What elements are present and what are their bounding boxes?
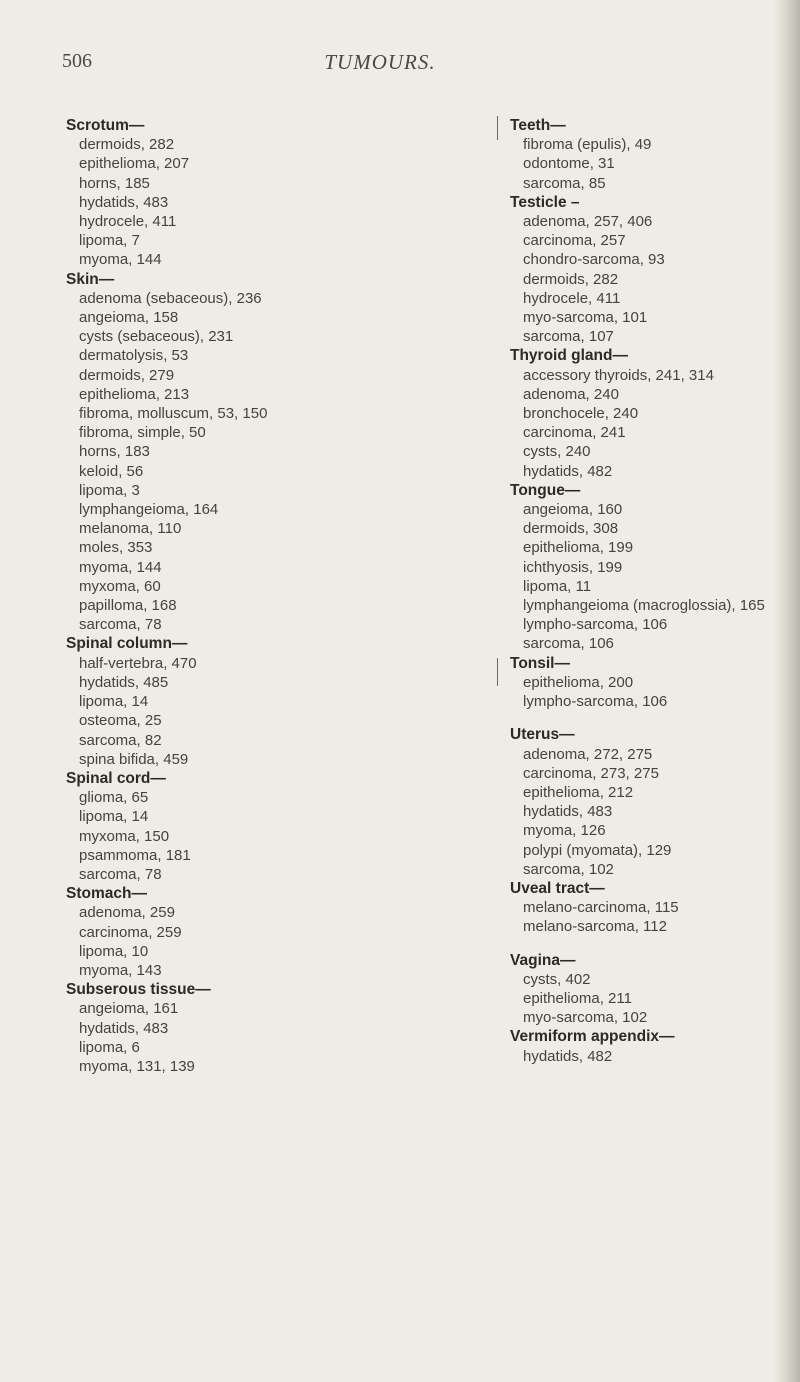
index-entry: melanoma, 110: [79, 520, 182, 538]
index-entry: chondro-sarcoma, 93: [523, 251, 665, 269]
index-entry: horns, 183: [79, 443, 150, 461]
index-entry: myxoma, 60: [79, 577, 161, 595]
section-spacer: [510, 711, 780, 725]
index-entry: angeioma, 158: [79, 309, 179, 327]
section-heading: Spinal cord—: [66, 769, 166, 787]
index-entry: melano-carcinoma, 115: [523, 899, 679, 917]
index-entry: epithelioma, 212: [523, 783, 634, 801]
index-section-vermiform-appendix: [510, 1027, 780, 1065]
section-heading: Skin—: [66, 270, 115, 288]
index-entry: sarcoma, 78: [79, 865, 162, 883]
index-section-tonsil: [510, 654, 780, 712]
index-entry: sarcoma, 102: [523, 860, 614, 878]
index-entry: half-vertebra, 470: [79, 654, 197, 672]
index-entry: hydatids, 483: [79, 193, 169, 211]
section-heading: Tongue—: [510, 481, 581, 499]
index-entry: dermatolysis, 53: [79, 347, 189, 365]
index-entry: dermoids, 279: [79, 366, 175, 384]
section-heading: Scrotum—: [66, 117, 145, 134]
index-section-vagina: [510, 951, 780, 1028]
index-entry: carcinoma, 241: [523, 424, 626, 442]
index-entry: myoma, 126: [523, 822, 606, 840]
section-heading: Uterus—: [510, 726, 575, 744]
index-entry: epithelioma, 200: [523, 673, 634, 691]
index-entry: epithelioma, 213: [79, 385, 190, 403]
index-entry: sarcoma, 85: [523, 174, 606, 192]
index-entry: epithelioma, 211: [523, 989, 632, 1007]
index-entry: hydatids, 485: [79, 673, 169, 691]
index-section-scrotum: [66, 116, 446, 270]
index-entry: sarcoma, 107: [523, 328, 614, 346]
column-rule-top: [497, 116, 498, 140]
section-heading: Uveal tract—: [510, 879, 605, 897]
index-entry: ichthyosis, 199: [523, 558, 623, 576]
index-entry: fibroma (epulis), 49: [523, 136, 652, 154]
section-heading: Tonsil—: [510, 654, 570, 672]
index-entry: lympho-sarcoma, 106: [523, 693, 668, 711]
index-entry: accessory thyroids, 241, 314: [523, 366, 714, 384]
section-heading: Teeth—: [510, 117, 566, 134]
section-heading: Subserous tissue—: [66, 981, 211, 999]
section-heading: Spinal column—: [66, 635, 188, 653]
index-section-spinal-cord: [66, 769, 446, 884]
index-column-left: [66, 116, 446, 1076]
index-entry: moles, 353: [79, 539, 153, 557]
index-entry: sarcoma, 78: [79, 616, 162, 634]
index-entry: myoma, 144: [79, 251, 162, 269]
index-entry: myxoma, 150: [79, 827, 170, 845]
index-section-spinal-column: [66, 634, 446, 768]
index-entry: lipoma, 14: [79, 808, 149, 826]
index-entry: hydatids, 482: [523, 462, 613, 480]
index-column-right: [510, 116, 780, 1066]
index-entry: dermoids, 282: [79, 136, 175, 154]
index-section-stomach: [66, 884, 446, 980]
page-number: 506: [62, 50, 92, 72]
running-head: TUMOURS.: [324, 50, 436, 74]
index-entry: hydatids, 483: [79, 1019, 169, 1037]
index-entry: adenoma, 240: [523, 385, 619, 403]
index-entry: angeioma, 161: [79, 1000, 179, 1018]
index-entry: angeioma, 160: [523, 501, 623, 519]
index-entry: lymphangeioma (macroglossia), 165: [523, 597, 765, 615]
section-heading: Stomach—: [66, 885, 147, 903]
index-entry: myoma, 143: [79, 961, 162, 979]
column-rule-bottom: [497, 658, 498, 686]
index-entry: polypi (myomata), 129: [523, 841, 672, 859]
index-entry: myoma, 144: [79, 558, 162, 576]
index-entry: fibroma, simple, 50: [79, 424, 206, 442]
index-section-thyroid-gland: [510, 346, 780, 480]
section-heading: Vermiform appendix—: [510, 1028, 675, 1046]
index-entry: lipoma, 14: [79, 693, 149, 711]
index-entry: dermoids, 282: [523, 270, 619, 288]
index-entry: keloid, 56: [79, 462, 144, 480]
index-entry: epithelioma, 199: [523, 539, 634, 557]
index-entry: myoma, 131, 139: [79, 1057, 195, 1075]
index-section-subserous-tissue: [66, 980, 446, 1076]
index-entry: psammoma, 181: [79, 846, 191, 864]
index-entry: adenoma, 259: [79, 904, 175, 922]
index-entry: horns, 185: [79, 174, 150, 192]
index-entry: cysts, 402: [523, 970, 591, 988]
index-entry: cysts (sebaceous), 231: [79, 328, 234, 346]
index-entry: hydrocele, 411: [523, 289, 621, 307]
index-entry: osteoma, 25: [79, 712, 162, 730]
section-spacer: [510, 937, 780, 951]
index-entry: cysts, 240: [523, 443, 591, 461]
index-entry: dermoids, 308: [523, 520, 619, 538]
index-entry: epithelioma, 207: [79, 155, 190, 173]
index-entry: myo-sarcoma, 102: [523, 1009, 648, 1027]
index-section-testicle: [510, 193, 780, 347]
index-entry: fibroma, molluscum, 53, 150: [79, 405, 268, 423]
index-entry: odontome, 31: [523, 155, 615, 173]
index-entry: myo-sarcoma, 101: [523, 309, 648, 327]
index-entry: lipoma, 7: [79, 232, 140, 250]
index-entry: sarcoma, 82: [79, 731, 162, 749]
section-heading: Vagina—: [510, 951, 576, 969]
index-entry: adenoma, 272, 275: [523, 745, 653, 763]
index-section-tongue: [510, 481, 780, 654]
index-entry: carcinoma, 257: [523, 232, 626, 250]
index-entry: sarcoma, 106: [523, 635, 614, 653]
index-entry: spina bifida, 459: [79, 750, 189, 768]
index-entry: lipoma, 11: [523, 577, 592, 595]
index-entry: lipoma, 6: [79, 1038, 140, 1056]
index-entry: glioma, 65: [79, 789, 149, 807]
index-entry: hydatids, 482: [523, 1047, 613, 1065]
index-section-uveal-tract: [510, 879, 780, 937]
index-entry: adenoma (sebaceous), 236: [79, 289, 262, 307]
index-entry: hydrocele, 411: [79, 213, 177, 231]
index-entry: papilloma, 168: [79, 597, 177, 615]
index-entry: hydatids, 483: [523, 803, 613, 821]
index-entry: adenoma, 257, 406: [523, 213, 653, 231]
index-section-uterus: [510, 725, 780, 879]
index-entry: lympho-sarcoma, 106: [523, 616, 668, 634]
index-entry: melano-sarcoma, 112: [523, 918, 667, 936]
index-section-skin: [66, 270, 446, 635]
index-entry: lymphangeioma, 164: [79, 501, 219, 519]
index-entry: bronchocele, 240: [523, 405, 639, 423]
index-entry: carcinoma, 259: [79, 923, 182, 941]
index-entry: lipoma, 10: [79, 942, 149, 960]
index-entry: lipoma, 3: [79, 481, 140, 499]
index-entry: carcinoma, 273, 275: [523, 764, 659, 782]
section-heading: Testicle –: [510, 193, 580, 211]
index-section-teeth: [510, 116, 780, 193]
section-heading: Thyroid gland—: [510, 347, 628, 365]
